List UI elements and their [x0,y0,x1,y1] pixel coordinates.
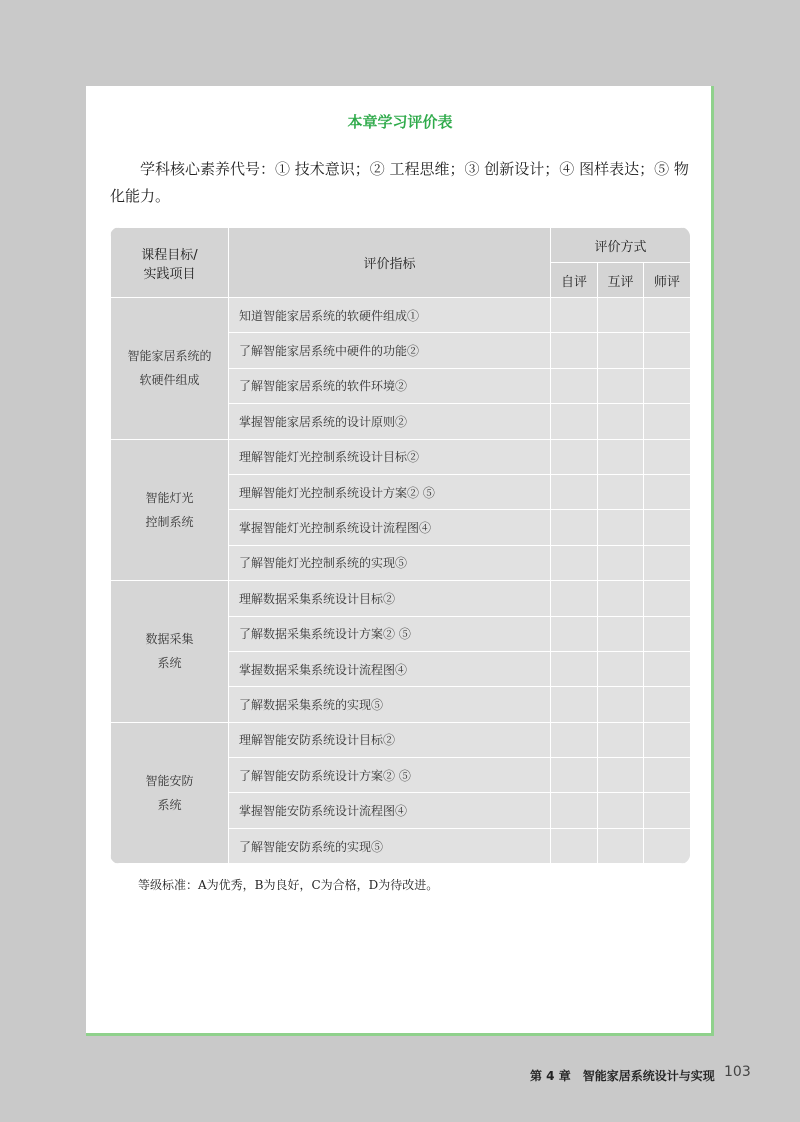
self-eval-cell[interactable] [551,581,598,616]
indicator-cell: 理解智能灯光控制系统设计方案② ⑤ [229,474,551,509]
teacher-eval-cell[interactable] [644,758,691,793]
teacher-eval-cell[interactable] [644,474,691,509]
teacher-eval-cell[interactable] [644,545,691,580]
grade-standard-note: 等级标准：A为优秀，B为良好，C为合格，D为待改进。 [138,878,439,892]
teacher-eval-cell[interactable] [644,687,691,722]
indicator-cell: 了解智能家居系统中硬件的功能② [229,333,551,368]
peer-eval-cell[interactable] [598,545,644,580]
indicator-cell: 理解智能灯光控制系统设计目标② [229,439,551,474]
teacher-eval-cell[interactable] [644,581,691,616]
indicator-cell: 了解智能灯光控制系统的实现⑤ [229,545,551,580]
self-eval-cell[interactable] [551,828,598,863]
teacher-eval-cell[interactable] [644,439,691,474]
self-eval-cell[interactable] [551,368,598,403]
self-eval-cell[interactable] [551,510,598,545]
self-eval-cell[interactable] [551,651,598,686]
peer-eval-cell[interactable] [598,758,644,793]
teacher-eval-cell[interactable] [644,616,691,651]
peer-eval-cell[interactable] [598,828,644,863]
table-row [111,722,691,757]
indicator-cell: 掌握智能灯光控制系统设计流程图④ [229,510,551,545]
header-peer-eval: 互评 [598,263,644,298]
self-eval-cell[interactable] [551,616,598,651]
peer-eval-cell[interactable] [598,616,644,651]
peer-eval-cell[interactable] [598,581,644,616]
indicator-cell: 掌握智能安防系统设计流程图④ [229,793,551,828]
header-teacher-eval: 师评 [644,263,691,298]
peer-eval-cell[interactable] [598,651,644,686]
header-goal: 课程目标/ 实践项目 [111,228,229,298]
table-row [111,581,691,616]
teacher-eval-cell[interactable] [644,828,691,863]
teacher-eval-cell[interactable] [644,298,691,333]
indicator-cell: 知道智能家居系统的软硬件组成① [229,298,551,333]
self-eval-cell[interactable] [551,298,598,333]
self-eval-cell[interactable] [551,439,598,474]
indicator-cell: 了解智能安防系统的实现⑤ [229,828,551,863]
indicator-cell: 理解数据采集系统设计目标② [229,581,551,616]
indicator-cell: 了解智能安防系统设计方案② ⑤ [229,758,551,793]
evaluation-table [110,227,690,864]
page-title: 本章学习评价表 [347,113,453,131]
peer-eval-cell[interactable] [598,722,644,757]
self-eval-cell[interactable] [551,404,598,439]
peer-eval-cell[interactable] [598,510,644,545]
chapter-title: 第 4 章 智能家居系统设计与实现 [530,1069,715,1083]
goal-cell: 数据采集 系统 [111,581,229,723]
teacher-eval-cell[interactable] [644,404,691,439]
self-eval-cell[interactable] [551,722,598,757]
goal-cell: 智能家居系统的 软硬件组成 [111,298,229,440]
peer-eval-cell[interactable] [598,474,644,509]
self-eval-cell[interactable] [551,333,598,368]
peer-eval-cell[interactable] [598,368,644,403]
indicator-cell: 了解智能家居系统的软件环境② [229,368,551,403]
peer-eval-cell[interactable] [598,298,644,333]
self-eval-cell[interactable] [551,793,598,828]
peer-eval-cell[interactable] [598,793,644,828]
peer-eval-cell[interactable] [598,687,644,722]
page-number: 103 [724,1064,751,1080]
teacher-eval-cell[interactable] [644,722,691,757]
peer-eval-cell[interactable] [598,333,644,368]
teacher-eval-cell[interactable] [644,651,691,686]
self-eval-cell[interactable] [551,687,598,722]
goal-cell: 智能安防 系统 [111,722,229,864]
peer-eval-cell[interactable] [598,439,644,474]
table-row [111,298,691,333]
header-method: 评价方式 [551,228,691,263]
indicator-cell: 了解数据采集系统的实现⑤ [229,687,551,722]
indicator-cell: 理解智能安防系统设计目标② [229,722,551,757]
indicator-cell: 掌握智能家居系统的设计原则② [229,404,551,439]
self-eval-cell[interactable] [551,474,598,509]
indicator-cell: 了解数据采集系统设计方案② ⑤ [229,616,551,651]
intro-paragraph: 学科核心素养代号：① 技术意识；② 工程思维；③ 创新设计；④ 图样表达；⑤ 物化能力。 [110,160,689,205]
peer-eval-cell[interactable] [598,404,644,439]
teacher-eval-cell[interactable] [644,510,691,545]
table-row [111,439,691,474]
indicator-cell: 掌握数据采集系统设计流程图④ [229,651,551,686]
header-indicator: 评价指标 [229,228,551,298]
teacher-eval-cell[interactable] [644,368,691,403]
self-eval-cell[interactable] [551,545,598,580]
teacher-eval-cell[interactable] [644,793,691,828]
goal-cell: 智能灯光 控制系统 [111,439,229,581]
teacher-eval-cell[interactable] [644,333,691,368]
self-eval-cell[interactable] [551,758,598,793]
textbook-page [86,86,714,1036]
header-self-eval: 自评 [551,263,598,298]
